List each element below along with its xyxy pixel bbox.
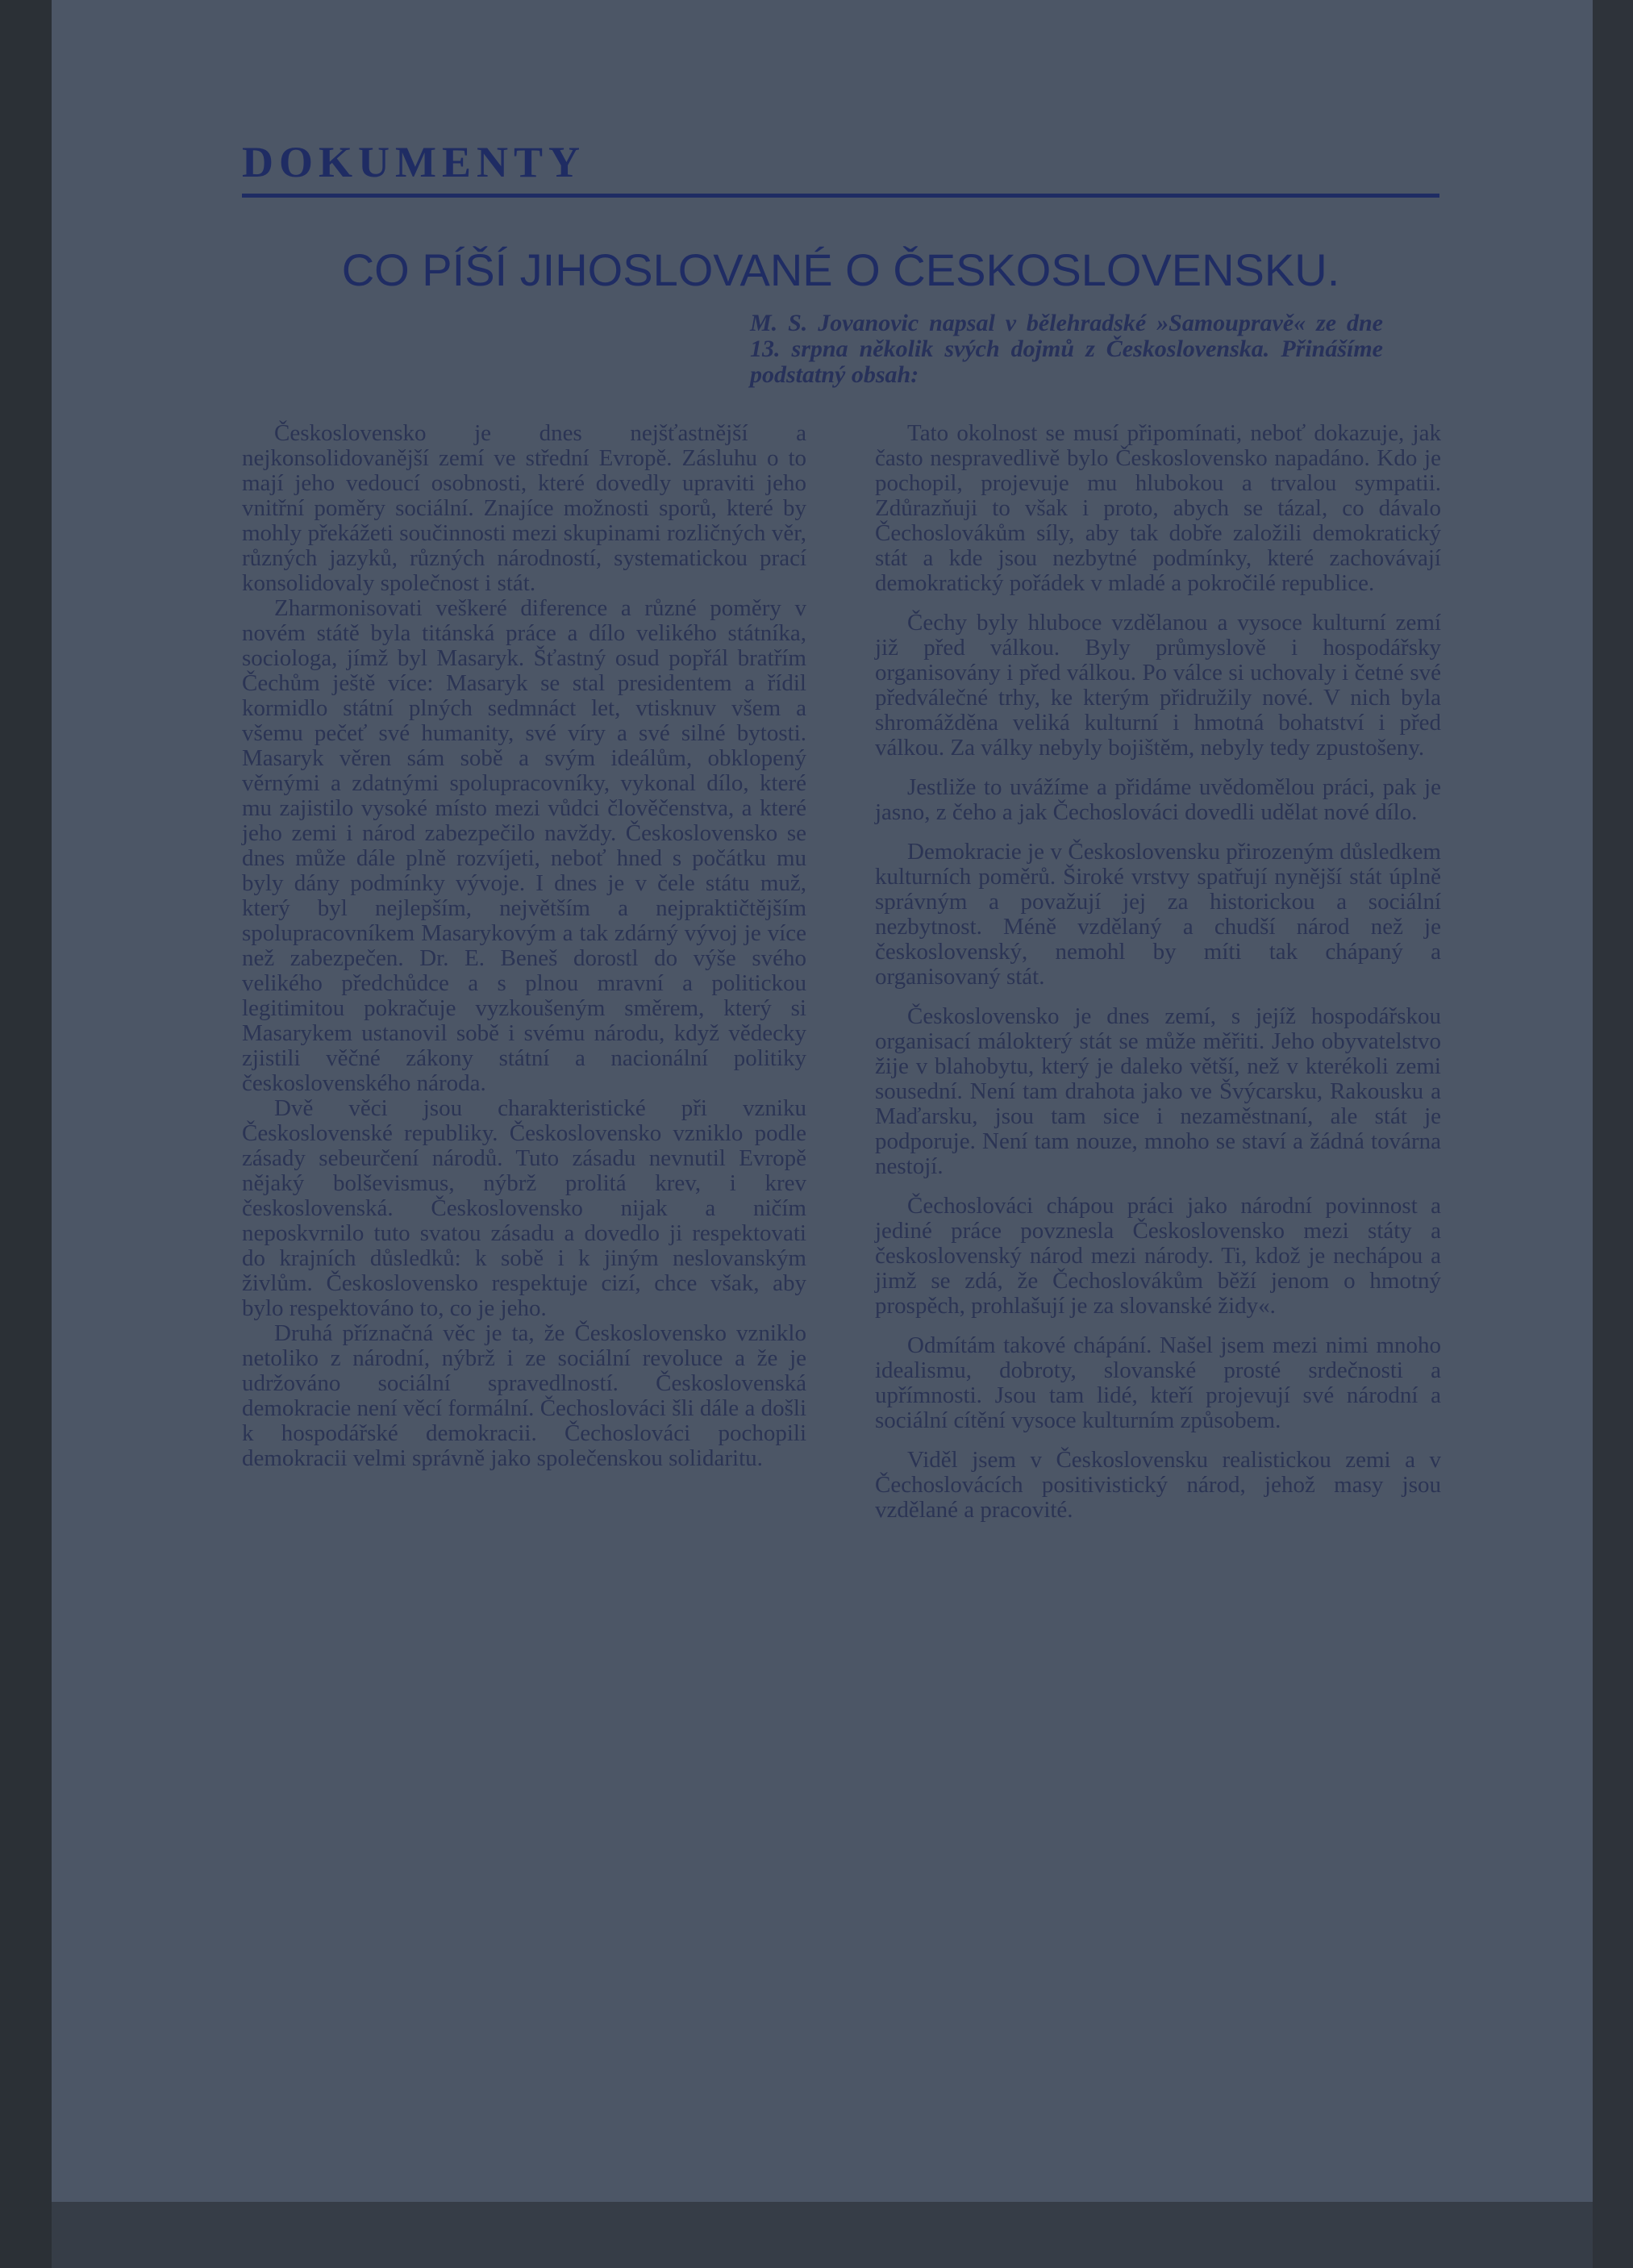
paragraph: Čechy byly hluboce vzdělanou a vysoce kulturní zemí již před válkou. Byly průmyslově i hospodářsky organisovány i před válkou. Po válce si uchovaly i četné své předválečné trhy, ke kterým přidružily nové. V nich byla shromážděna veliká kulturní i hmotná bohatství i před válkou. Za války nebyly bojištěm, nebyly tedy zpustošeny. [875,610,1441,761]
article-intro: M. S. Jovanovic napsal v bělehradské »Samoupravě« ze dne 13. srpna několik svých dojmů z Československa. Přinášíme podstatný obsah: [750,310,1383,388]
left-column [242,421,806,1471]
article-title: CO PÍŠÍ JIHOSLOVANÉ O ČESKOSLOVENSKU. [341,244,1340,295]
paragraph: Jestliže to uvážíme a přidáme uvědomělou práci, pak je jasno, z čeho a jak Čechoslováci dovedli udělat nové dílo. [875,774,1441,825]
page-bottom-shadow [52,2202,1593,2268]
section-rule [242,194,1439,198]
paragraph: Československo je dnes nejšťastnější a nejkonsolidovanější zemí ve střední Evropě. Zásluhu o to mají jeho vedoucí osobnosti, které dovedly upraviti jeho vnitřní poměry sociální. Znajíce možnosti sporů, které by mohly překážeti součinnosti mezi skupinami rozličných věr, různých jazyků, různých národností, systematickou prací konsolidovaly společnost i stát. [242,420,806,596]
paragraph: Odmítám takové chápání. Našel jsem mezi nimi mnoho idealismu, dobroty, slovanské prosté srdečnosti a upřímnosti. Jsou tam lidé, kteří projevují své národní a sociální cítění vysoce kulturním způsobem. [875,1332,1441,1433]
paragraph: Československo je dnes zemí, s jejíž hospodářskou organisací málokterý stát se může měřiti. Jeho obyvatelstvo žije v blahobytu, který je daleko větší, než v kterékoli zemi sousední. Není tam drahota jako ve Švýcarsku, Rakousku a Maďarsku, jsou tam sice i nezaměstnaní, ale stát je podporuje. Není tam nouze, mnoho se staví a žádná továrna nestojí. [875,1003,1441,1179]
paragraph: Tato okolnost se musí připomínati, neboť dokazuje, jak často nespravedlivě bylo Československo napadáno. Kdo je pochopil, projevuje mu hlubokou a trvalou sympatii. Zdůrazňuji to však i proto, abych se tázal, co dávalo Čechoslovákům síly, aby tak dobře založili demokratický stát a kde jsou nezbytné podmínky, které zachovávají demokratický pořádek v mladé a pokročilé republice. [875,420,1441,596]
paragraph: Zharmonisovati veškeré diference a různé poměry v novém státě byla titánská práce a dílo velikého státníka, sociologa, jímž byl Masaryk. Šťastný osud popřál bratřím Čechům ještě více: Masaryk se stal presidentem a řídil kormidlo státní plných sedmnáct let, vtisknuv všem a všemu pečeť své humanity, své víry a své silné bytosti. Masaryk věren sám sobě a svým ideálům, obklopený věrnými a zdatnými spolupracovníky, vykonal dílo, které mu zajistilo vysoké místo mezi vůdci člověčenstva, a které jeho zemi i národ zabezpečilo navždy. Československo se dnes může dále plně rozvíjeti, neboť hned s počátku mu byly dány podmínky vývoje. I dnes je v čele státu muž, který byl nejlepším, největším a nejpraktičtějším spolupracovníkem Masarykovým a tak zdárný vývoj je více než zabezpečen. Dr. E. Beneš dorostl do výše svého velikého předchůdce a s plnou mravní a politickou legitimitou pokračuje vyzkoušeným směrem, který si Masarykem ustanovil sobě i svému národu, když vědecky zjistili věčné zákony státní a nacionální politiky československého národa. [242,595,806,1096]
right-column [875,421,1441,1537]
paragraph: Viděl jsem v Československu realistickou zemi a v Čechoslovácích positivistický národ, jehož masy jsou vzdělané a pracovité. [875,1447,1441,1523]
section-label: DOKUMENTY [242,138,585,186]
binding-edge [0,0,52,2268]
paragraph: Druhá příznačná věc je ta, že Československo vzniklo netoliko z národní, nýbrž i ze sociální revoluce a že je udržováno sociální spravedlností. Československá demokracie není věcí formální. Čechoslováci šli dále a došli k hospodářské demokracii. Čechoslováci pochopili demokracii velmi správně jako společenskou solidaritu. [242,1320,806,1471]
paragraph: Dvě věci jsou charakteristické při vzniku Československé republiky. Československo vzniklo podle zásady sebeurčení národů. Tuto zásadu nevnutil Evropě nějaký bolševismus, nýbrž prolitá krev, i krev československá. Československo nijak a ničím neposkvrnilo tuto svatou zásadu a dovedlo ji respektovati do krajních důsledků: k sobě i k jiným neslovanským živlům. Československo respektuje cizí, chce však, aby bylo respektováno to, co je jeho. [242,1095,806,1321]
paragraph: Demokracie je v Československu přirozeným důsledkem kulturních poměrů. Široké vrstvy spatřují nynější stát úplně správným a považují jej za historickou a sociální nezbytnost. Méně vzdělaný a chudší národ než je československý, nemohl by míti tak chápaný a organisovaný stát. [875,839,1441,990]
page-edge [1593,0,1633,2268]
paragraph: Čechoslováci chápou práci jako národní povinnost a jediné práce povznesla Československo mezi státy a československý národ mezi národy. Ti, kdož je nechápou a jimž se zdá, že Čechoslovákům běží jenom o hmotný prospěch, prohlašují je za slovanské židy«. [875,1193,1441,1319]
